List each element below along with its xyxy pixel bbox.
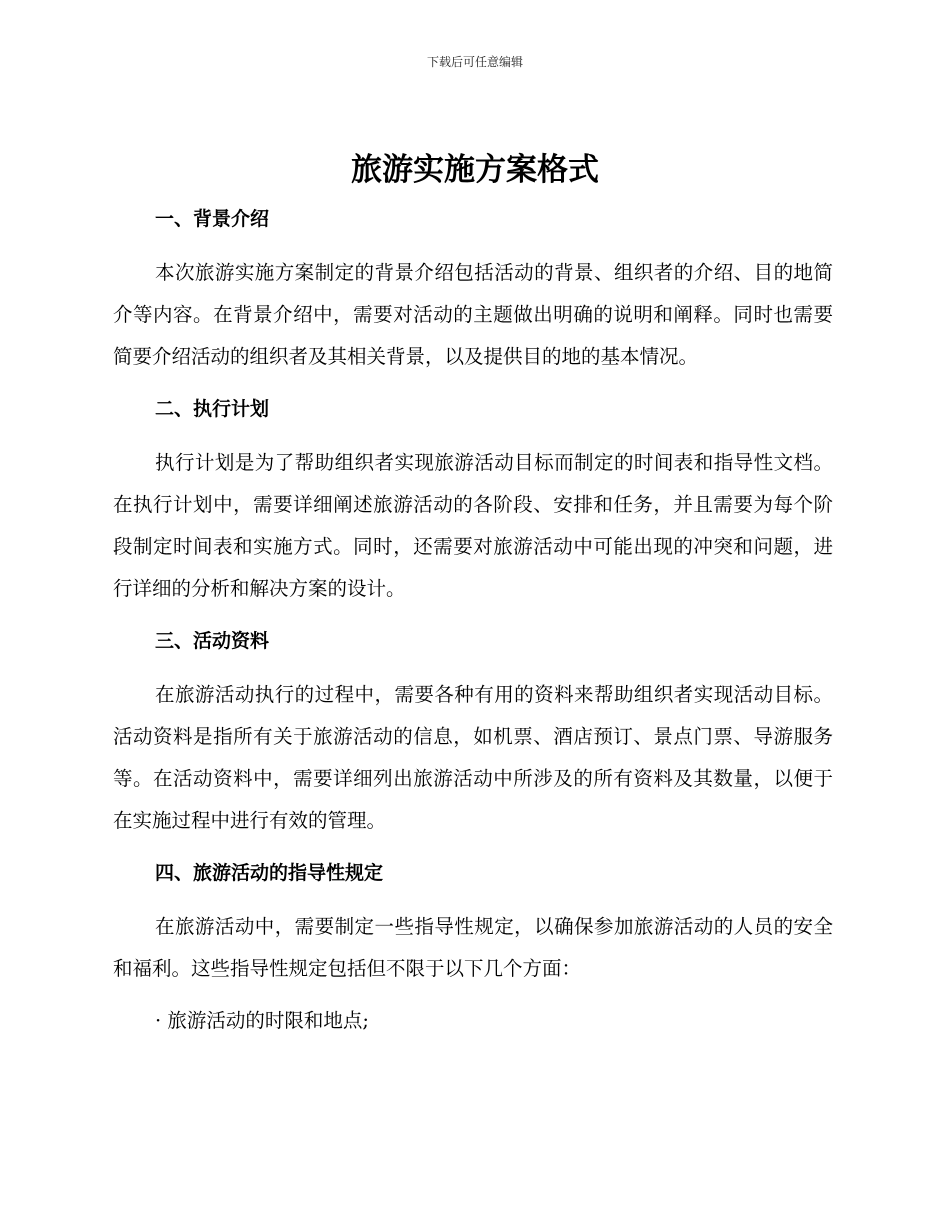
document-title: 旅游实施方案格式 (351, 152, 599, 188)
bullet-item: · 旅游活动的时限和地点; (155, 1009, 369, 1032)
section-heading-background: 一、背景介绍 (155, 208, 270, 230)
section-paragraph-execution-plan: 执行计划是为了帮助组织者实现旅游活动目标而制定的时间表和指导性文档。在执行计划中，需要详细阐述旅游活动的各阶段、安排和任务，并且需要为每个阶段制定时间表和实施方式。同时，还需要对旅游活动中可能出现的冲突和问题，进行详细的分析和解决方案的设计。 (113, 451, 833, 600)
section-paragraph-guidelines: 在旅游活动中，需要制定一些指导性规定，以确保参加旅游活动的人员的安全和福利。这些指导性规定包括但不限于以下几个方面： (113, 915, 833, 980)
document-body (113, 198, 833, 1042)
section-heading-guidelines: 四、旅游活动的指导性规定 (155, 862, 384, 884)
section-paragraph-background: 本次旅游实施方案制定的背景介绍包括活动的背景、组织者的介绍、目的地简介等内容。在背景介绍中，需要对活动的主题做出明确的说明和阐释。同时也需要简要介绍活动的组织者及其相关背景，以及提供目的地的基本情况。 (113, 261, 833, 368)
section-heading-execution-plan: 二、执行计划 (155, 398, 270, 420)
header-note: 下载后可任意编辑 (426, 55, 523, 69)
section-paragraph-activity-materials: 在旅游活动执行的过程中，需要各种有用的资料来帮助组织者实现活动目标。活动资料是指所有关于旅游活动的信息，如机票、酒店预订、景点门票、导游服务等。在活动资料中，需要详细列出旅游活动中所涉及的所有资料及其数量，以便于在实施过程中进行有效的管理。 (113, 683, 833, 832)
section-heading-activity-materials: 三、活动资料 (155, 630, 270, 652)
